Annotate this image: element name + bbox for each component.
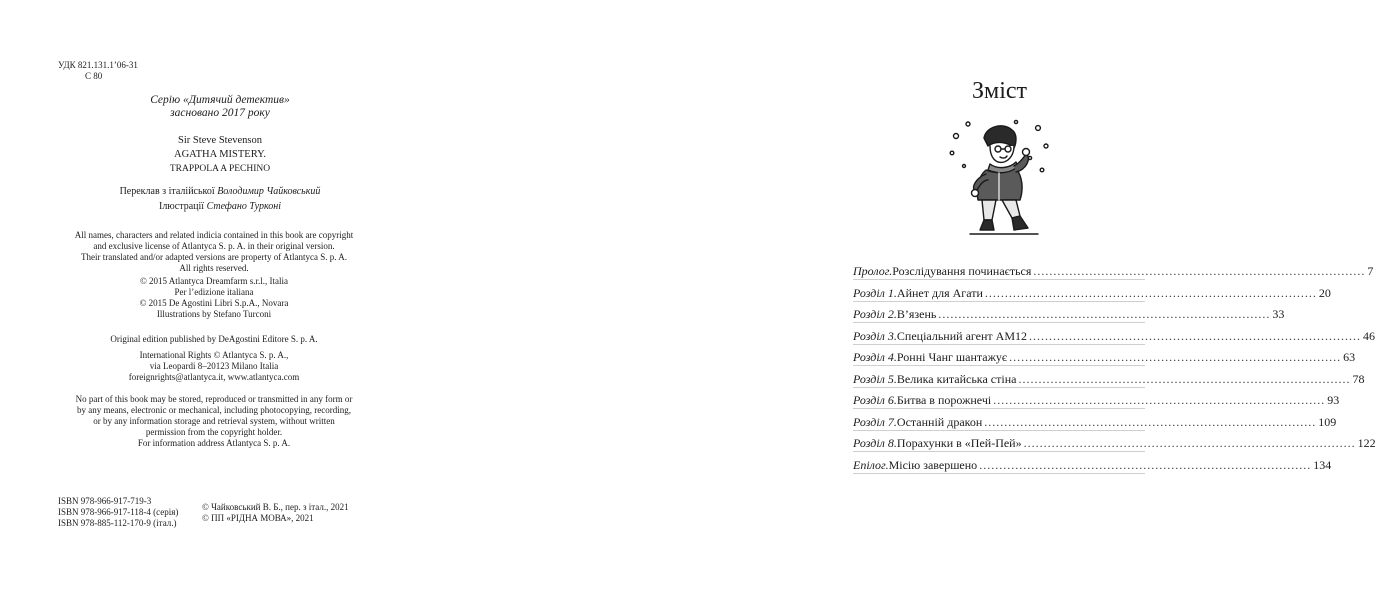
toc-page: 134 — [1313, 457, 1332, 472]
text-line: No part of this book may be stored, reproduced or transmitted in any form or — [75, 394, 353, 404]
boy-in-snow-illustration — [946, 118, 1056, 243]
toc-title: Битва в порожнечі — [896, 393, 992, 407]
toc-page: 109 — [1318, 414, 1337, 429]
rights-notice — [58, 230, 370, 274]
text-line: Illustrations by Stefano Turconi — [156, 309, 272, 319]
dot-leader — [1029, 328, 1361, 344]
text-line: Per l’edizione italiana — [174, 287, 254, 297]
toc-label: Розділ 8. — [853, 436, 897, 450]
series-line: засновано 2017 року — [170, 107, 270, 119]
dot-leader — [993, 392, 1325, 408]
toc-title: Айнет для Агати — [896, 285, 983, 300]
toc-title: Порахунки в «Пей-Пей» — [896, 436, 1022, 450]
isbn-block — [58, 496, 178, 529]
dot-leader — [1024, 435, 1356, 451]
toc-title: Розслідування починається — [892, 264, 1032, 278]
toc-label: Пролог. — [853, 264, 893, 278]
table-of-contents — [853, 263, 1376, 478]
toc-label: Розділ 7. — [853, 414, 897, 429]
text-line: and exclusive license of Atlantyca S. p. A. in their original version. — [93, 241, 335, 251]
toc-page: 78 — [1352, 371, 1365, 386]
text-line: All rights reserved. — [179, 263, 249, 273]
text-line: © ПП «РІДНА МОВА», 2021 — [202, 513, 314, 523]
toc-page: 33 — [1272, 307, 1285, 321]
udk-code: УДК 821.131.1’06-31 — [58, 60, 138, 70]
dot-leader — [985, 285, 1317, 301]
text-line: © Чайковський В. Б., пер. з італ., 2021 — [202, 502, 349, 512]
series-note — [100, 94, 340, 120]
isbn-line: ISBN 978-966-917-719-3 — [58, 496, 152, 506]
toc-page: 93 — [1327, 393, 1340, 407]
toc-label: Розділ 3. — [853, 328, 897, 343]
toc-title: Ронні Чанг шантажує — [896, 350, 1008, 364]
reproduction-notice — [58, 394, 370, 449]
text-line: via Leopardi 8–20123 Milano Italia — [149, 361, 279, 371]
text-line: Their translated and/or adapted versions are property of Atlantyca S. p. A. — [81, 252, 347, 262]
toc-label: Розділ 2. — [853, 307, 897, 321]
original-series: AGATHA MISTERY. — [174, 149, 266, 160]
author-mark: С 80 — [85, 71, 103, 81]
toc-label: Розділ 6. — [853, 393, 897, 407]
toc-title: В’язень — [896, 307, 937, 321]
toc-label: Епілог. — [853, 457, 889, 472]
isbn-line: ISBN 978-885-112-170-9 (італ.) — [58, 518, 177, 528]
toc-page: 122 — [1357, 436, 1376, 450]
dot-leader — [1009, 349, 1341, 365]
dot-leader — [938, 306, 1270, 322]
page-title: Зміст — [972, 78, 1028, 104]
original-author: Sir Steve Stevenson — [178, 135, 262, 146]
toc-entry[interactable] — [853, 457, 1332, 474]
ukrainian-copyright — [202, 502, 349, 524]
toc-page: 7 — [1367, 264, 1374, 278]
toc-title: Місію завершено — [888, 457, 978, 472]
toc-label: Розділ 5. — [853, 371, 897, 386]
credits-block — [80, 184, 360, 214]
toc-entry[interactable] — [853, 435, 1376, 452]
imprint-page — [0, 0, 400, 600]
original-title: TRAPPOLA A PECHINO — [169, 164, 271, 174]
text-line: © 2015 De Agostini Libri S.p.A., Novara — [139, 298, 289, 308]
original-edition: Original edition published by DeAgostini Editore S. p. A. — [110, 334, 318, 344]
toc-page: 20 — [1318, 285, 1331, 300]
text-line: permission from the copyright holder. — [145, 427, 283, 437]
toc-entry[interactable] — [853, 285, 1331, 302]
text-line: International Rights © Atlantyca S. p. A., — [139, 350, 289, 360]
udk-block — [58, 60, 138, 82]
toc-entry[interactable] — [853, 414, 1337, 431]
text-line: © 2015 Atlantyca Dreamfarm s.r.l., Italia — [139, 276, 289, 286]
text-line: All names, characters and related indicia contained in this book are copyright — [74, 230, 354, 240]
series-line: Серію «Дитячий детектив» — [150, 94, 290, 106]
toc-entry[interactable] — [853, 306, 1285, 323]
translator-credit: Переклав з італійської Володимир Чайковський — [119, 186, 321, 197]
text-line: foreignrights@atlantyca.it, www.atlantyca.com — [128, 372, 300, 382]
toc-entry[interactable] — [853, 263, 1374, 280]
toc-label: Розділ 4. — [853, 350, 897, 364]
dot-leader — [984, 414, 1316, 430]
dot-leader — [1033, 263, 1365, 279]
toc-page: 63 — [1343, 350, 1356, 364]
italian-copyright — [58, 276, 370, 320]
dot-leader — [1018, 371, 1350, 387]
illustrator-credit: Ілюстрації Стефано Турконі — [158, 201, 282, 212]
toc-entry[interactable] — [853, 392, 1340, 409]
toc-entry[interactable] — [853, 349, 1356, 366]
isbn-line: ISBN 978-966-917-118-4 (серія) — [58, 507, 179, 517]
text-line: For information address Atlantyca S. p. A. — [137, 438, 291, 448]
contents-page — [400, 0, 1376, 600]
dot-leader — [979, 457, 1311, 473]
toc-title: Останній дракон — [896, 414, 983, 429]
toc-page: 46 — [1363, 328, 1375, 343]
international-rights — [58, 350, 370, 383]
toc-title: Спеціальний агент АМ12 — [896, 328, 1027, 343]
original-title-block — [100, 134, 340, 176]
toc-label: Розділ 1. — [853, 285, 897, 300]
toc-entry[interactable] — [853, 328, 1375, 345]
toc-title: Велика китайська стіна — [896, 371, 1017, 386]
toc-entry[interactable] — [853, 371, 1365, 388]
text-line: or by any information storage and retrieval system, without written — [93, 416, 335, 426]
text-line: by any means, electronic or mechanical, including photocopying, recording, — [77, 405, 351, 415]
